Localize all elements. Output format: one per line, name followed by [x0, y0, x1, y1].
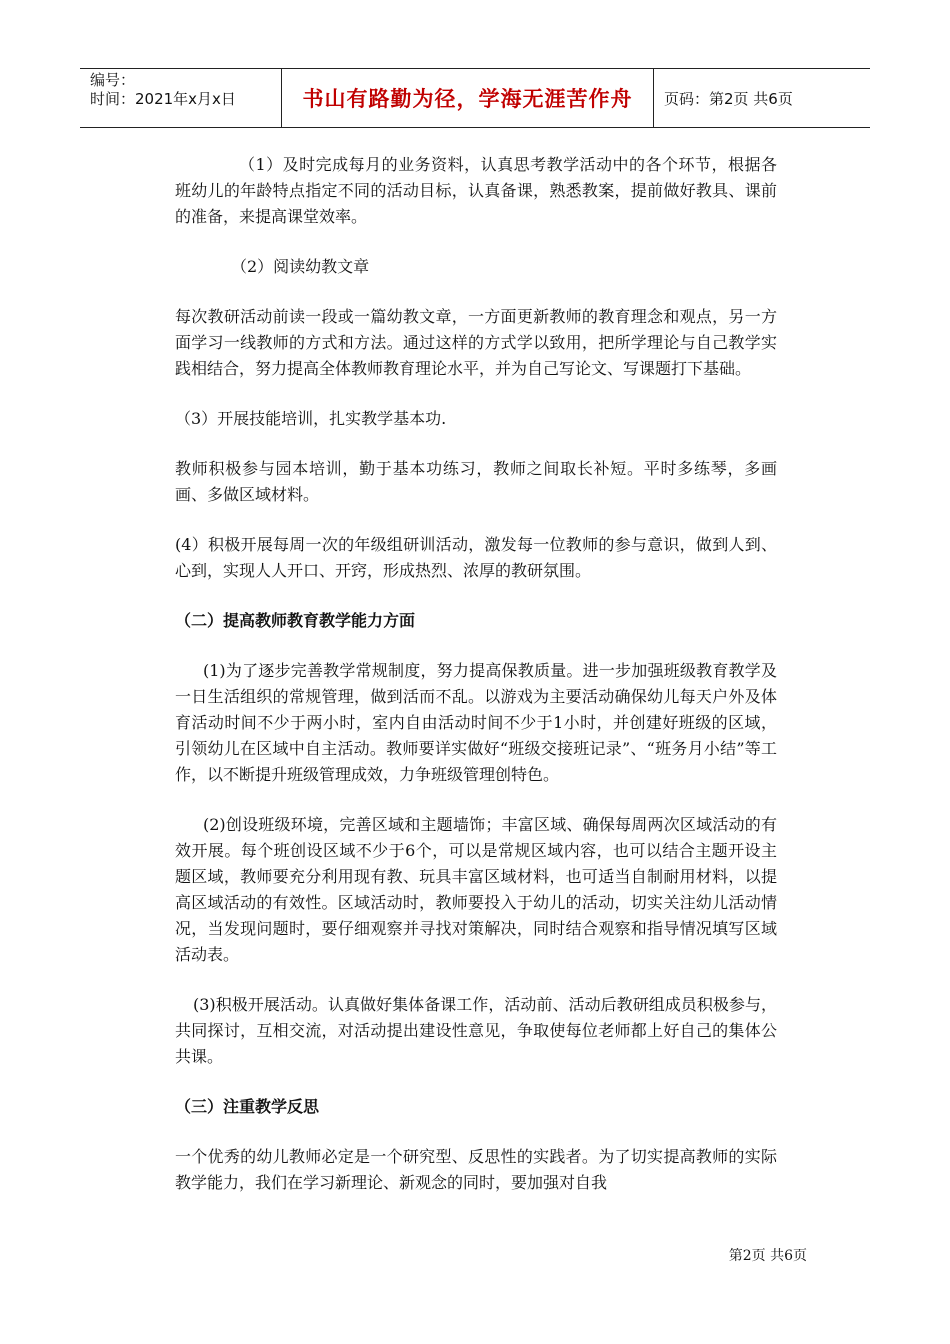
subheading-read-articles: （2）阅读幼教文章 — [231, 257, 370, 276]
paragraph-1: （1）及时完成每月的业务资料，认真思考教学活动中的各个环节，根据各班幼儿的年龄特点指定不同的活动目标，认真备课，熟悉教案，提前做好教具、课前的准备，来提高课堂效率。 — [175, 155, 777, 226]
paragraph-2: 每次教研活动前读一段或一篇幼教文章，一方面更新教师的教育理念和观点，另一方面学习一线教师的方式和方法。通过这样的方式学以致用，把所学理论与自己教学实践相结合，努力提高全体教师教育理论水平，并为自己写论文、写课题打下基础。 — [175, 307, 777, 378]
document-date-label: 时间：2021年x月x日 — [90, 90, 236, 108]
paragraph-4: (4）积极开展每周一次的年级组研训活动，激发每一位教师的参与意识，做到人到、心到，实现人人开口、开窍，形成热烈、浓厚的教研氛围。 — [175, 535, 777, 580]
paragraph-8: 一个优秀的幼儿教师必定是一个研究型、反思性的实践者。为了切实提高教师的实际教学能力，我们在学习新理论、新观念的同时，要加强对自我 — [175, 1147, 777, 1192]
section-heading-3: （三）注重教学反思 — [175, 1097, 320, 1116]
header-page-number: 页码：第2页 共6页 — [664, 89, 793, 108]
header-info-cell — [80, 69, 282, 127]
subheading-skill-training: （3）开展技能培训，扎实教学基本功. — [175, 409, 447, 428]
paragraph-7: (3)积极开展活动。认真做好集体备课工作，活动前、活动后教研组成员积极参与，共同探讨，互相交流，对活动提出建设性意见，争取使每位老师都上好自己的集体公共课。 — [175, 995, 777, 1066]
paragraph-3: 教师积极参与园本培训，勤于基本功练习，教师之间取长补短。平时多练琴，多画画、多做区域材料。 — [175, 459, 777, 504]
document-number-label: 编号： — [90, 71, 136, 89]
page-header — [80, 68, 870, 128]
document-body — [175, 152, 777, 1220]
paragraph-6: (2)创设班级环境，完善区域和主题墙饰；丰富区域、确保每周两次区域活动的有效开展。每个班创设区域不少于6个，可以是常规区域内容，也可以结合主题开设主题区域，教师要充分利用现有教、玩具丰富区域材料，也可适当自制耐用材料，以提高区域活动的有效性。区域活动时，教师要投入于幼儿的活动，切实关注幼儿活动情况，当发现问题时，要仔细观察并寻找对策解决，同时结合观察和指导情况填写区域活动表。 — [175, 815, 777, 964]
page-footer: 第2页 共6页 — [728, 1248, 807, 1264]
section-heading-2: （二）提高教师教育教学能力方面 — [175, 611, 416, 630]
paragraph-5: (1)为了逐步完善教学常规制度，努力提高保教质量。进一步加强班级教育教学及一日生活组织的常规管理，做到活而不乱。以游戏为主要活动确保幼儿每天户外及体育活动时间不少于两小时，室内自由活动时间不少于1小时，并创建好班级的区域，引领幼儿在区域中自主活动。教师要详实做好“班级交接班记录”、“班务月小结”等工作，以不断提升班级管理成效，力争班级管理创特色。 — [175, 661, 777, 784]
header-motto: 书山有路勤为径，学海无涯苦作舟 — [282, 69, 654, 127]
